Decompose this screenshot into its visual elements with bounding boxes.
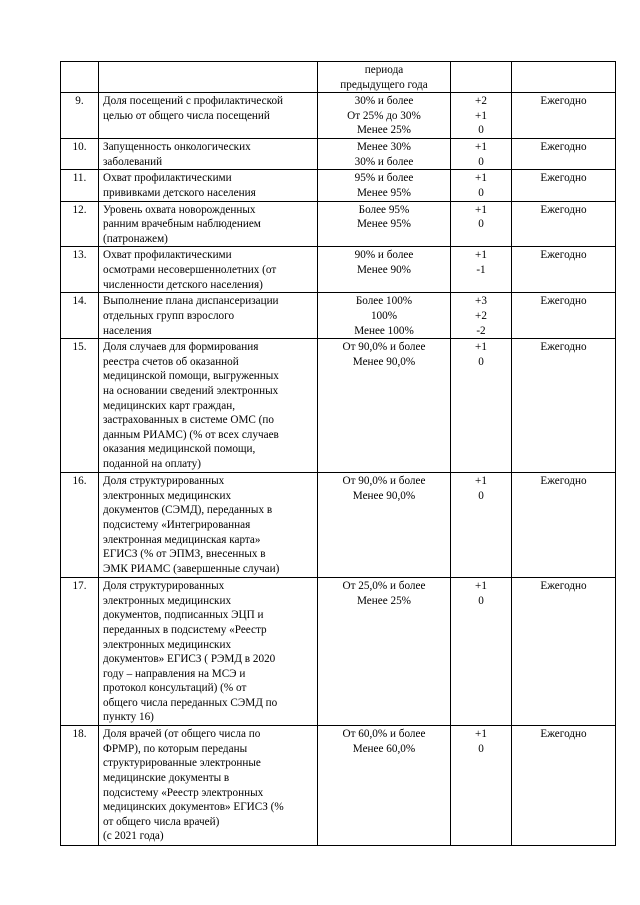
period-cell: Ежегодно [512,170,616,201]
criteria-cell: От 90,0% и более Менее 90,0% [318,473,451,578]
table-row [61,139,616,170]
indicator-name-cell: Доля случаев для формирования реестра счетов об оказанной медицинской помощи, выгруженных на основании сведений электронных медицинских карт граждан, застрахованных в системе ОМС (по данным РИАМС) (% от всех случаев оказания медицинской помощи, поданной на оплату) [99,339,318,473]
table-row [61,93,616,139]
points-cell: +1 0 [451,139,512,170]
indicator-name-cell: Охват профилактическими осмотрами несовершеннолетних (от численности детского населения) [99,247,318,293]
period-cell: Ежегодно [512,726,616,846]
indicator-name-cell: Выполнение плана диспансеризации отдельных групп взрослого населения [99,293,318,339]
points-cell [451,62,512,93]
period-cell: Ежегодно [512,293,616,339]
criteria-cell: 30% и более От 25% до 30% Менее 25% [318,93,451,139]
table-row [61,726,616,846]
criteria-cell: 95% и более Менее 95% [318,170,451,201]
indicator-name-cell: Доля посещений с профилактической целью от общего числа посещений [99,93,318,139]
indicator-name-cell [99,62,318,93]
points-cell: +1 0 [451,170,512,201]
row-number-cell: 10. [61,139,99,170]
indicator-name-cell: Уровень охвата новорожденных ранним врачебным наблюдением (патронажем) [99,201,318,247]
table-row [61,293,616,339]
table-row [61,578,616,726]
period-cell: Ежегодно [512,578,616,726]
table-row [61,170,616,201]
criteria-cell: От 90,0% и более Менее 90,0% [318,339,451,473]
points-cell: +2 +1 0 [451,93,512,139]
table-row [61,339,616,473]
indicator-name-cell: Доля врачей (от общего числа по ФРМР), по которым переданы структурированные электронные медицинские документы в подсистему «Реестр электронных медицинских документов» ЕГИСЗ (% от общего числа врачей) (с 2021 года) [99,726,318,846]
row-number-cell: 17. [61,578,99,726]
period-cell: Ежегодно [512,93,616,139]
row-number-cell: 13. [61,247,99,293]
indicator-name-cell: Доля структурированных электронных медицинских документов, подписанных ЭЦП и переданных в подсистему «Реестр электронных медицинских документов» ЕГИСЗ ( РЭМД в 2020 году – направления на МСЭ и протокол консультаций) (% от общего числа переданных СЭМД по пункту 16) [99,578,318,726]
row-number-cell: 18. [61,726,99,846]
criteria-table [60,61,616,846]
row-number-cell: 16. [61,473,99,578]
row-number-cell: 12. [61,201,99,247]
criteria-cell: Менее 30% 30% и более [318,139,451,170]
row-number-cell: 15. [61,339,99,473]
criteria-cell: От 60,0% и более Менее 60,0% [318,726,451,846]
indicator-name-cell: Охват профилактическими прививками детского населения [99,170,318,201]
points-cell: +1 0 [451,473,512,578]
criteria-cell: 90% и более Менее 90% [318,247,451,293]
table-row [61,473,616,578]
indicator-name-cell: Запущенность онкологических заболеваний [99,139,318,170]
criteria-cell: периода предыдущего года [318,62,451,93]
row-number-cell: 9. [61,93,99,139]
indicator-name-cell: Доля структурированных электронных медицинских документов (СЭМД), переданных в подсистему «Интегрированная электронная медицинская карта» ЕГИСЗ (% от ЭПМЗ, внесенных в ЭМК РИАМС (завершенные случаи) [99,473,318,578]
table-row [61,247,616,293]
period-cell [512,62,616,93]
row-number-cell: 14. [61,293,99,339]
period-cell: Ежегодно [512,139,616,170]
period-cell: Ежегодно [512,339,616,473]
points-cell: +1 0 [451,339,512,473]
table-row [61,62,616,93]
period-cell: Ежегодно [512,473,616,578]
period-cell: Ежегодно [512,247,616,293]
points-cell: +3 +2 -2 [451,293,512,339]
criteria-cell: От 25,0% и более Менее 25% [318,578,451,726]
points-cell: +1 -1 [451,247,512,293]
points-cell: +1 0 [451,201,512,247]
criteria-cell: Более 95% Менее 95% [318,201,451,247]
points-cell: +1 0 [451,578,512,726]
table-row [61,201,616,247]
period-cell: Ежегодно [512,201,616,247]
row-number-cell [61,62,99,93]
row-number-cell: 11. [61,170,99,201]
criteria-cell: Более 100% 100% Менее 100% [318,293,451,339]
points-cell: +1 0 [451,726,512,846]
